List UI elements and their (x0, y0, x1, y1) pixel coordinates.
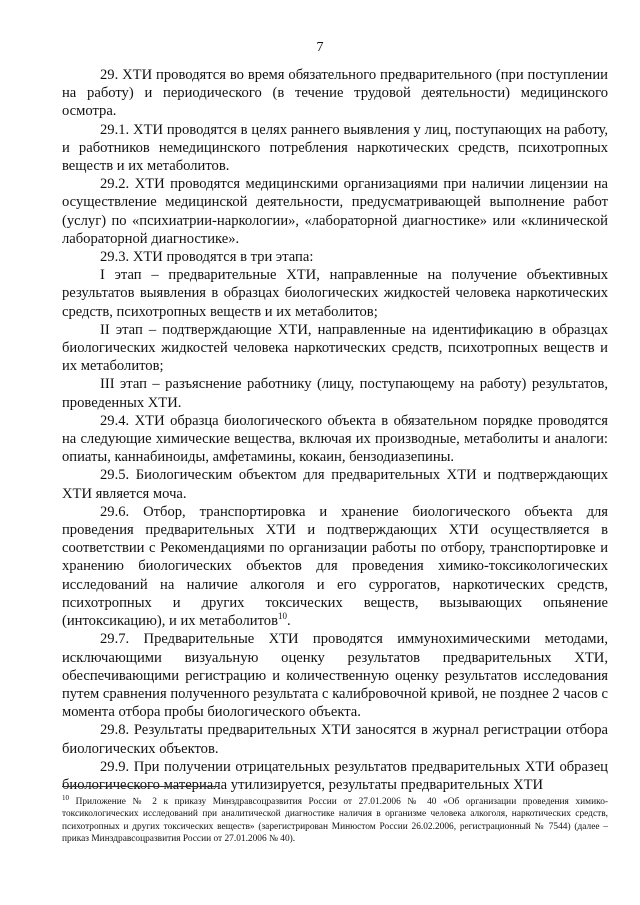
paragraph-29-8: 29.8. Результаты предварительных ХТИ заносятся в журнал регистрации отбора биологических объектов. (62, 722, 608, 757)
paragraph-29-7: 29.7. Предварительные ХТИ проводятся иммунохимическими методами, исключающими визуальную оценку результатов предварительных ХТИ, обеспечивающими регистрацию и количественную оценку результатов исследования путем сравнения полученного результата с калибровочной кривой, не позднее 2 часов с момента отбора пробы биологического объекта. (62, 631, 608, 721)
stage-3-paragraph: III этап – разъяснение работнику (лицу, поступающему на работу) результатов, проведенных ХТИ. (62, 376, 608, 411)
footnote-text: Приложение № 2 к приказу Минздравсоцразвития России от 27.01.2006 № 40 «Об организации проведения химико-токсикологических исследований при аналитической диагностике наличия в организме человека алкоголя, наркотических средств, психотропных и других токсических веществ» (зарегистрирован Минюстом России 26.02.2006, регистрационный № 7544) (далее – приказ Минздравсоцразвития России от 27.01.2006 № 40). (62, 797, 608, 845)
stage-2-paragraph: II этап – подтверждающие ХТИ, направленные на идентификацию в образцах биологических жидкостей человека наркотических средств, психотропных веществ и их метаболитов; (62, 321, 608, 375)
footnote (62, 793, 608, 846)
paragraph-29-3: 29.3. ХТИ проводятся в три этапа: (100, 249, 314, 266)
paragraph-29-6-text: 29.6. Отбор, транспортировка и хранение биологического объекта для проведения предварительных ХТИ и подтверждающих ХТИ осуществляется в соответствии с Рекомендациями по организации работы по отбору, транспортировке и хранению биологических объектов для проведения химико-токсикологических исследований на наличие алкоголя и его суррогатов, наркотических средств, психотропных и других токсических веществ, вызывающих опьянение (интоксикацию), и их метаболитов (62, 503, 608, 630)
paragraph-29-4: 29.4. ХТИ образца биологического объекта в обязательном порядке проводятся на следующие химические вещества, включая их производные, метаболиты и аналоги: опиаты, каннабиноиды, амфетамины, кокаин, бензодиазепины. (62, 412, 608, 466)
paragraph-29-1: 29.1. ХТИ проводятся в целях раннего выявления у лиц, поступающих на работу, и работников немедицинского потребления наркотических средств, психотропных веществ и их метаболитов. (62, 121, 608, 175)
stage-1-paragraph: I этап – предварительные ХТИ, направленные на получение объективных результатов выявления в образцах биологических жидкостей человека наркотических средств, психотропных веществ и их метаболитов; (62, 267, 608, 320)
footnote-divider (62, 786, 218, 787)
paragraph-29-5: 29.5. Биологическим объектом для предварительных ХТИ и подтверждающих ХТИ является моча. (62, 467, 608, 502)
body-text (62, 66, 608, 794)
page-number: 7 (316, 40, 324, 55)
footnote-marker: 10 (62, 793, 69, 802)
footnote-reference[interactable]: 10 (277, 611, 287, 622)
paragraph-29: 29. ХТИ проводятся во время обязательного предварительного (при поступлении на работу) и периодического (в течение трудовой деятельности) медицинского осмотра. (62, 67, 608, 120)
paragraph-29-9: 29.9. При получении отрицательных результатов предварительных ХТИ образец биологического материала утилизируется, результаты предварительных ХТИ (62, 758, 608, 793)
paragraph-29-6-end: . (286, 613, 291, 630)
paragraph-29-2: 29.2. ХТИ проводятся медицинскими организациями при наличии лицензии на осуществление медицинской деятельности, предусматривающей выполнение работ (услуг) по «психиатрии-наркологии», «лабораторной диагностике» или «клинической лабораторной диагностике». (62, 176, 608, 247)
paragraph-29-6 (62, 503, 608, 630)
